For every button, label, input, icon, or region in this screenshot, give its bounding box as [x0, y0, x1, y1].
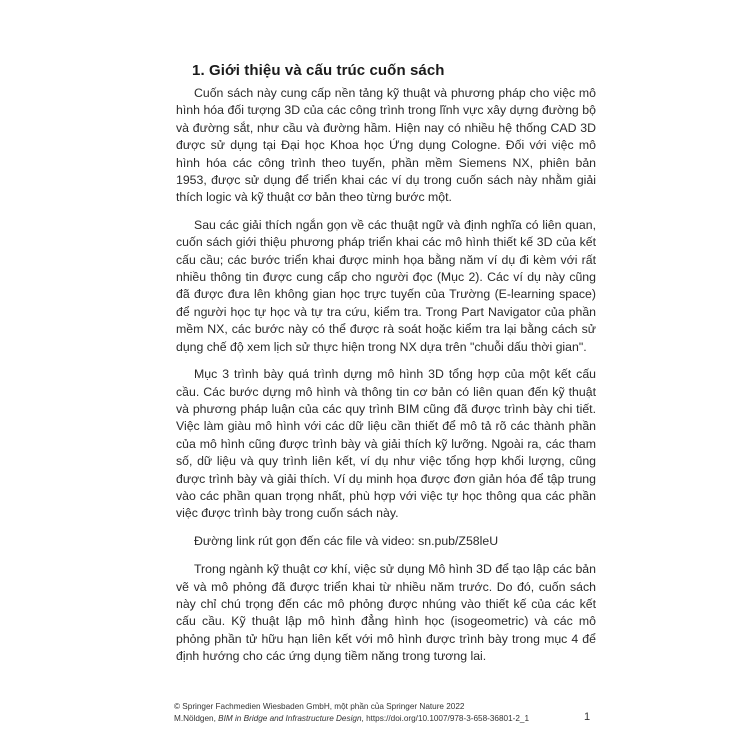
paragraph-terms: Sau các giải thích ngắn gọn về các thuật ngữ và định nghĩa có liên quan, cuốn sách giới thiệu phương pháp triển khai các mô hình thiết kế 3D của kết cấu cầu; các bước triển khai được minh họa bằng năm ví dụ đi kèm với rất nhiều thông tin được cung cấp cho người đọc (Mục 2). Các ví dụ này cũng đã được đưa lên không gian học trực tuyến của Trường (E-learning space) để người học tự học và tự tra cứu, kiểm tra. Trong Part Navigator của phần mềm NX, các bước này có thể được rà soát hoặc kiểm tra lại bằng cách sử dụng chế độ xem lịch sử thực hiện trong NX dựa trên "chuỗi dấu thời gian".	[176, 217, 596, 354]
citation-title: BIM in Bridge and Infrastructure Design	[218, 714, 362, 723]
citation-author: M.Nöldgen,	[174, 714, 219, 723]
paragraph-intro: Cuốn sách này cung cấp nền tảng kỹ thuật và phương pháp cho việc mô hình hóa đối tượng 3D của các công trình trong lĩnh vực xây dựng đường bộ và đường sắt, như cầu và đường hầm. Hiện nay có nhiều hệ thống CAD 3D được sử dụng tại Đại học Khoa học Ứng dụng Cologne. Đối với việc mô hình hóa các công trình theo tuyến, phần mềm Siemens NX, phiên bản 1953, được sử dụng để triển khai các ví dụ trong cuốn sách này nhằm giải thích logic và kỹ thuật cơ bản theo từng bước một.	[176, 86, 596, 205]
paragraph-mechanical: Trong ngành kỹ thuật cơ khí, việc sử dụng Mô hình 3D để tạo lập các bản vẽ và mô phỏng đã được triển khai từ nhiều năm trước. Do đó, cuốn sách này chỉ chú trọng đến các mô phỏng được nhúng vào thiết kế của các kết cấu cầu. Kỹ thuật lập mô hình đẳng hình học (isogeometric) và các mô phỏng phần tử hữu hạn liên kết với mô hình được trình bày trong mục 4 để định hướng cho các ứng dụng tiềm năng trong tương lai.	[176, 562, 596, 664]
page-footer	[174, 701, 594, 725]
paragraph-section3: Mục 3 trình bày quá trình dựng mô hình 3D tổng hợp của một kết cấu cầu. Các bước dựng mô hình và thông tin cơ bản có liên quan đến kỹ thuật và phương pháp luận của các quy trình BIM cũng đã được trình bày chi tiết. Việc làm giàu mô hình với các dữ liệu cần thiết để mô tả rõ các thành phần của mô hình cũng được trình bày và giải thích kỹ lưỡng. Ngoài ra, các tham số, dữ liệu và quy trình liên kết, ví dụ như việc tổng hợp khối lượng, cũng được trình bày và giải thích. Ví dụ minh họa được đơn giản hóa để tập trung vào các phần quan trọng nhất, phù hợp với việc tự học thông qua các phần việc được trình bày trong cuốn sách này.	[176, 367, 596, 521]
copyright-line: © Springer Fachmedien Wiesbaden GmbH, một phần của Springer Nature 2022	[174, 702, 465, 711]
citation-line	[174, 713, 594, 725]
section-heading: 1. Giới thiệu và cấu trúc cuốn sách	[192, 62, 445, 79]
citation-doi: , https://doi.org/10.1007/978-3-658-36801-2_1	[361, 714, 530, 723]
page-number: 1	[584, 711, 591, 723]
paragraph-shortlink: Đường link rút gọn đến các file và video: sn.pub/Z58leU	[194, 533, 499, 548]
body-text	[176, 85, 596, 676]
